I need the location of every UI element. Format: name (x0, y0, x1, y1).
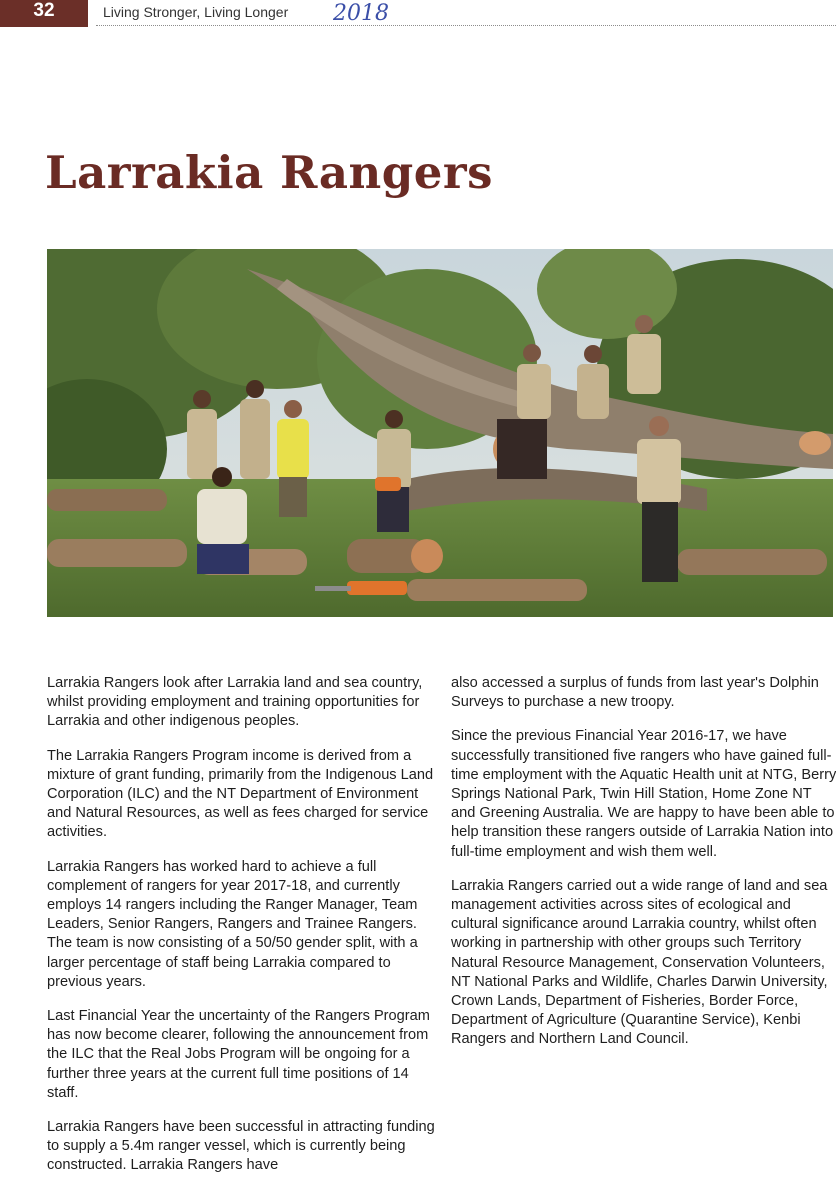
left-column (47, 674, 435, 1191)
running-title: Living Stronger, Living Longer (103, 4, 289, 20)
paragraph: Last Financial Year the uncertainty of the Rangers Program has now become clearer, following the announcement from the ILC that the Real Jobs Program will be ongoing for a further three years at the current full time positions of 14 staff. (47, 1008, 430, 1101)
right-column (451, 674, 836, 1065)
page-title: Larrakia Rangers (45, 146, 493, 199)
photo-illustration (47, 249, 833, 617)
paragraph: Larrakia Rangers have been successful in attracting funding to supply a 5.4m ranger vessel, which is currently being constructed. Larrakia Rangers have (47, 1119, 435, 1174)
paragraph: Since the previous Financial Year 2016-17, we have successfully transitioned five rangers who have gained full-time employment with the Aquatic Health unit at NTG, Berry Springs National Park, Twin Hill Station, Home Zone NT and Greening Australia. We are happy to have been able to help transition these rangers outside of Larrakia Nation into full-time employment and wish them well. (451, 728, 836, 860)
handwritten-year: 2018 (333, 1, 389, 26)
paragraph: Larrakia Rangers look after Larrakia land and sea country, whilst providing employment and training opportunities for Larrakia and other indigenous peoples. (47, 675, 423, 730)
paragraph: Larrakia Rangers has worked hard to achieve a full complement of rangers for year 2017-18, and currently employs 14 rangers including the Ranger Manager, Team Leaders, Senior Rangers, Rangers and Trainee Rangers. The team is now consisting of a 50/50 gender split, with a larger percentage of staff being Larrakia compared to previous years. (47, 858, 418, 990)
paragraph: Larrakia Rangers carried out a wide range of land and sea management activities across sites of ecological and cultural significance around Larrakia country, whilst often working in partnership with other groups such Territory Natural Resource Management, Conservation Volunteers, NT National Parks and Wildlife, Charles Darwin University, Crown Lands, Department of Fisheries, Border Force, Department of Agriculture (Quarantine Service), Kenbi Rangers and Northern Land Council. (451, 877, 828, 1048)
paragraph: The Larrakia Rangers Program income is derived from a mixture of grant funding, primarily from the Indigenous Land Corporation (ILC) and the NT Department of Environment and Natural Resources, as well as fees charged for service activities. (47, 747, 434, 841)
paragraph: also accessed a surplus of funds from last year's Dolphin Surveys to purchase a new troopy. (451, 675, 819, 711)
group-photo (47, 249, 833, 617)
page-number: 32 (0, 0, 88, 27)
header-divider (96, 25, 836, 26)
